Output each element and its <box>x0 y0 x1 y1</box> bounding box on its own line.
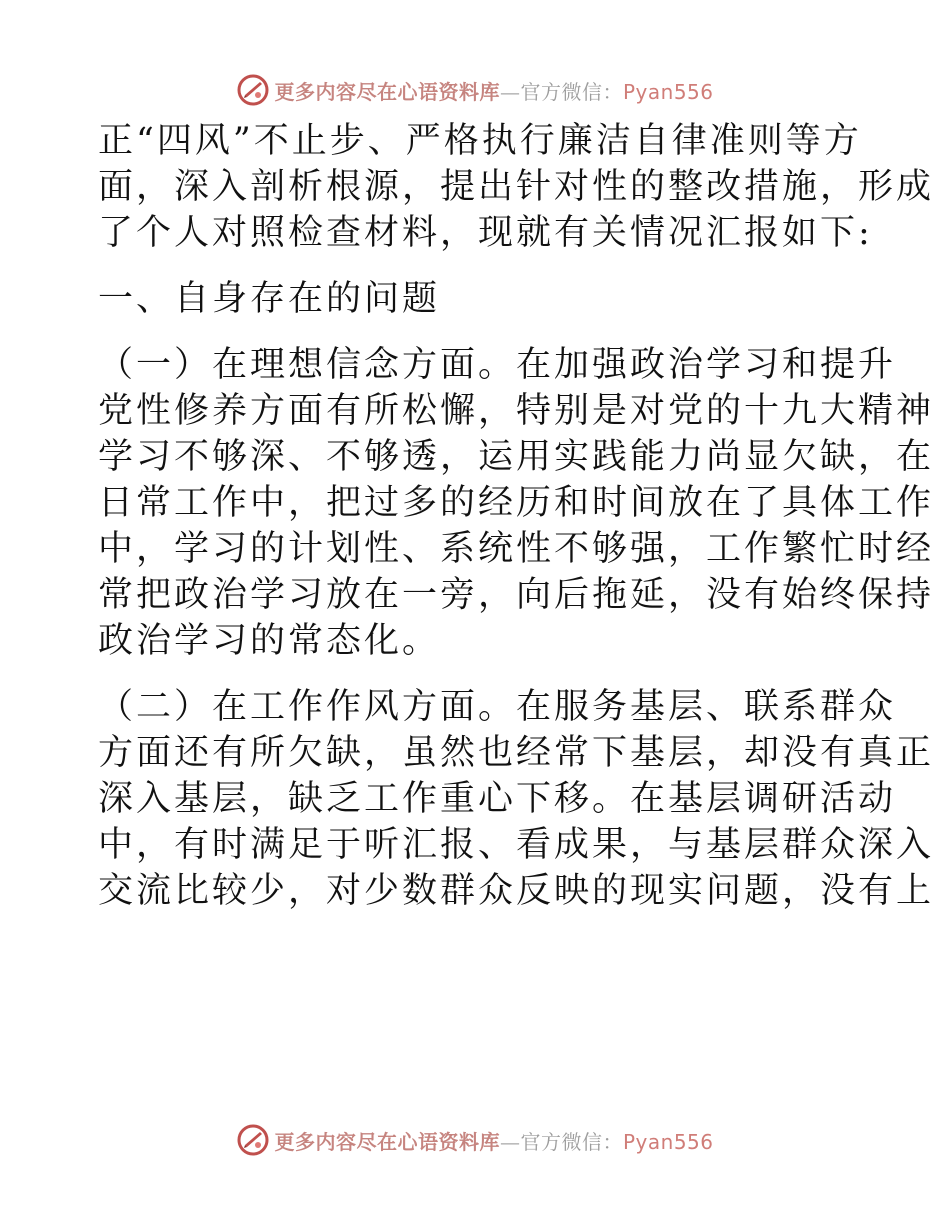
brand-logo-icon <box>236 73 270 107</box>
header-watermark <box>0 70 950 110</box>
watermark-text <box>274 1126 713 1155</box>
watermark-brand: 更多内容尽在心语资料库 <box>274 79 500 104</box>
paragraph-line: 党性修养方面有所松懈，特别是对党的十九大精神 <box>98 391 935 431</box>
paragraph-line: 政治学习的常态化。 <box>98 621 441 661</box>
intro-line: 正“四风”不止步、严格执行廉洁自律准则等方 <box>98 121 862 161</box>
paragraph-line: 日常工作中，把过多的经历和时间放在了具体工作 <box>98 483 935 523</box>
paragraph-line: 中，学习的计划性、系统性不够强，工作繁忙时经 <box>98 529 935 569</box>
watermark-separator: — <box>499 79 521 104</box>
brand-logo-icon <box>236 1123 270 1157</box>
paragraph-line: 中，有时满足于听汇报、看成果，与基层群众深入 <box>98 825 935 865</box>
paragraph-line: 交流比较少，对少数群众反映的现实问题，没有上 <box>98 871 935 911</box>
paragraph-line: 深入基层，缺乏工作重心下移。在基层调研活动 <box>98 779 897 819</box>
intro-line: 了个人对照检查材料，现就有关情况汇报如下: <box>98 213 873 253</box>
watermark-official-label: 官方微信： <box>520 1129 623 1154</box>
watermark-separator: — <box>499 1129 521 1154</box>
document-body <box>98 118 935 914</box>
intro-line: 面，深入剖析根源，提出针对性的整改措施，形成 <box>98 167 935 207</box>
footer-watermark <box>0 1120 950 1160</box>
watermark-wechat-id: Pyan556 <box>622 79 714 104</box>
section-heading: 一、自身存在的问题 <box>98 279 441 319</box>
watermark-brand: 更多内容尽在心语资料库 <box>274 1129 500 1154</box>
paragraph-line: 方面还有所欠缺，虽然也经常下基层，却没有真正 <box>98 733 935 773</box>
watermark-official-label: 官方微信： <box>520 79 623 104</box>
paragraph-line: 常把政治学习放在一旁，向后拖延，没有始终保持 <box>98 575 935 615</box>
watermark-wechat-id: Pyan556 <box>622 1129 714 1154</box>
watermark-text <box>274 76 713 105</box>
paragraph-line: （二）在工作作风方面。在服务基层、联系群众 <box>98 687 897 727</box>
paragraph-line: （一）在理想信念方面。在加强政治学习和提升 <box>98 345 897 385</box>
paragraph-line: 学习不够深、不够透，运用实践能力尚显欠缺，在 <box>98 437 935 477</box>
